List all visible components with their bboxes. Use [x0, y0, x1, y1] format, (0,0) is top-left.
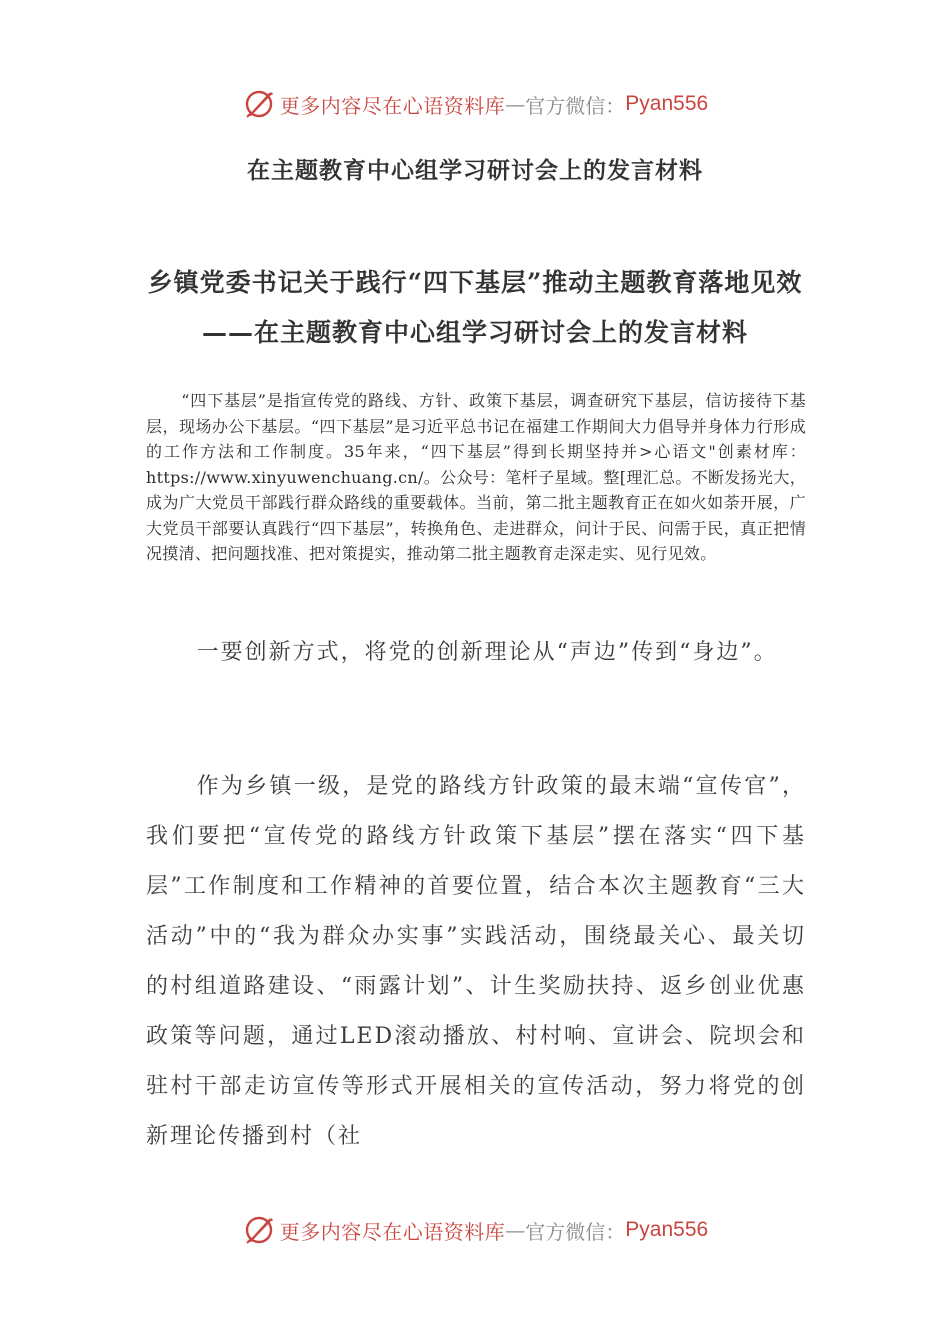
footer-watermark-banner	[0, 1210, 950, 1250]
banner-wechat-label: 官方微信：	[525, 1219, 626, 1244]
intro-paragraph: “四下基层”是指宣传党的路线、方针、政策下基层，调查研究下基层，信访接待下基层，现场办公下基层。“四下基层”是习近平总书记在福建工作期间大力倡导并身体力行形成的工作方法和工作制度。35年来，“四下基层”得到长期坚持并>心语文"创素材库：https://www.xinyuwenchuang.cn/。公众号：笔杆子星域。整[理汇总。不断发扬光大，成为广大党员干部践行群众路线的重要载体。当前，第二批主题教育正在如火如荼开展，广大党员干部要认真践行“四下基层”，转换角色、走进群众，问计于民、问需于民，真正把情况摸清、把问题找准、把对策提实，推动第二批主题教育走深走实、见行见效。	[146, 391, 806, 563]
main-title: 乡镇党委书记关于践行“四下基层”推动主题教育落地见效——在主题教育中心组学习研讨会上的发言材料	[147, 268, 803, 347]
banner-slogan: 更多内容尽在心语资料库	[279, 93, 506, 118]
banner-wechat-id: Pyan556	[625, 1218, 709, 1241]
body-paragraph-heading: 一要创新方式，将党的创新理论从“声边”传到“身边”。	[196, 640, 778, 665]
quill-pen-logo-icon	[242, 87, 276, 121]
document-title: 在主题教育中心组学习研讨会上的发言材料	[247, 157, 703, 184]
banner-separator: —	[505, 1218, 526, 1242]
body-paragraph: 作为乡镇一级，是党的路线方针政策的最末端“宣传官”，我们要把“宣传党的路线方针政策下基层”摆在落实“四下基层”工作制度和工作精神的首要位置，结合本次主题教育“三大活动”中的“我为群众办实事”实践活动，围绕最关心、最关切的村组道路建设、“雨露计划”、计生奖励扶持、返乡创业优惠政策等问题，通过LED滚动播放、村村响、宣讲会、院坝会和驻村干部走访宣传等形式开展相关的宣传活动，努力将党的创新理论传播到村（社	[146, 774, 806, 1149]
banner-wechat-id: Pyan556	[625, 92, 709, 115]
banner-slogan: 更多内容尽在心语资料库	[279, 1219, 506, 1244]
banner-separator: —	[505, 92, 526, 116]
banner-wechat-label: 官方微信：	[525, 93, 626, 118]
header-watermark-banner	[0, 84, 950, 124]
quill-pen-logo-icon	[242, 1213, 276, 1247]
